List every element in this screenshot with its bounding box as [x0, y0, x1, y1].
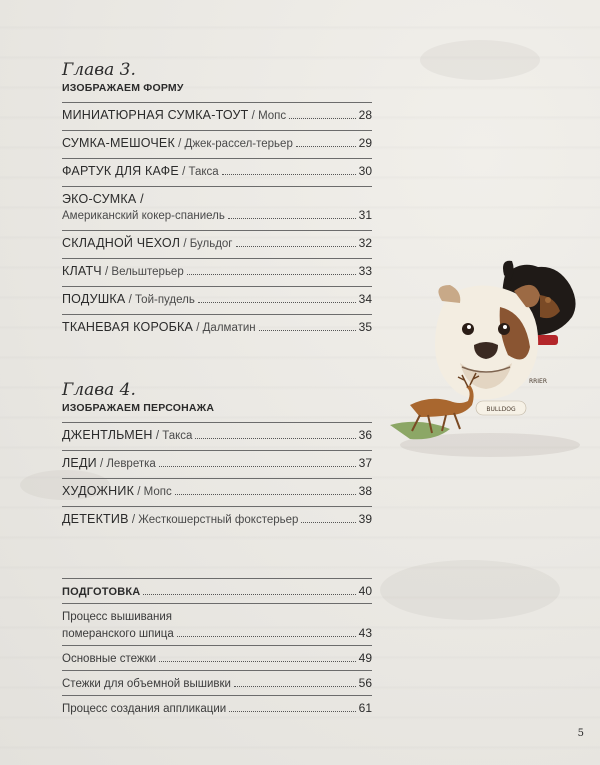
leader-dots [228, 217, 356, 219]
toc-entry[interactable] [62, 511, 372, 528]
divider [62, 286, 372, 287]
leader-dots [229, 710, 355, 712]
divider [62, 603, 372, 604]
divider [62, 695, 372, 696]
divider [62, 450, 372, 451]
collar-label: BULLDOG [486, 406, 516, 413]
page-number: 35 [358, 320, 372, 334]
entry-breed: / Такса [178, 166, 219, 178]
chapter-3-heading [62, 60, 372, 103]
entry-title: ХУДОЖНИК [62, 484, 135, 498]
entry-breed: / Джек-рассел-терьер [174, 138, 293, 150]
entry-breed: / Жесткошерстный фокстерьер [128, 514, 299, 526]
divider [62, 506, 372, 507]
chapter-title: Глава 4. [62, 380, 136, 400]
page-number: 37 [358, 456, 372, 470]
entry-breed: / Той-пудель [125, 294, 195, 306]
page-number: 34 [358, 292, 372, 306]
entry-title: померанского шпица [62, 628, 174, 640]
entry-title: Процесс вышивания [62, 611, 173, 623]
leader-dots [143, 593, 355, 595]
page-number: 40 [358, 584, 372, 598]
page-number: 56 [358, 676, 372, 690]
texture [420, 40, 540, 80]
divider [62, 230, 372, 231]
divider [62, 130, 372, 131]
entry-title: Основные стежки [62, 653, 157, 665]
page-number: 36 [358, 428, 372, 442]
entry-title: КЛАТЧ [62, 264, 102, 278]
collar-label-2: RRIER [528, 378, 548, 385]
divider [62, 645, 372, 646]
toc-entry[interactable] [62, 675, 372, 692]
leader-dots [159, 465, 356, 467]
entry-title: ДЕТЕКТИВ [62, 512, 129, 526]
chapter-4-heading [62, 380, 372, 423]
toc-entry[interactable] [62, 163, 372, 180]
deer-figure [390, 373, 479, 439]
page-number: 39 [358, 512, 372, 526]
entry-title: СКЛАДНОЙ ЧЕХОЛ [62, 236, 181, 250]
toc-entry[interactable] [62, 700, 372, 717]
entry-breed: / Мопс [134, 486, 172, 498]
entry-breed: / Такса [152, 430, 193, 442]
toc-entry[interactable] [62, 427, 372, 444]
divider [62, 670, 372, 671]
page-number: 33 [358, 264, 372, 278]
divider [62, 478, 372, 479]
toc-entry[interactable] [62, 235, 372, 252]
entry-title: СУМКА-МЕШОЧЕК [62, 136, 175, 150]
texture [380, 560, 560, 620]
page-number: 61 [358, 701, 372, 715]
bulldog-illustration [380, 255, 600, 470]
entry-breed: / Левретка [96, 458, 156, 470]
divider [62, 578, 372, 579]
divider [62, 422, 372, 423]
leader-dots [259, 329, 356, 331]
leader-dots [177, 635, 356, 637]
entry-title: ДЖЕНТЛЬМЕН [62, 428, 153, 442]
preparation-section [62, 583, 372, 717]
toc-entry[interactable] [62, 455, 372, 472]
leader-dots [234, 685, 356, 687]
entry-breed: Американский кокер-спаниель [62, 210, 225, 222]
leader-dots [175, 493, 356, 495]
page-number: 28 [358, 108, 372, 122]
divider [62, 102, 372, 103]
toc-entry[interactable] [62, 319, 372, 336]
entry-title: Стежки для объемной вышивки [62, 678, 231, 690]
chapter-title: Глава 3. [62, 60, 136, 80]
section-title: ПОДГОТОВКА [62, 586, 141, 598]
page-number: 31 [358, 208, 372, 222]
entry-breed: / Мопс [248, 110, 287, 122]
entry-title: ЛЕДИ [62, 456, 97, 470]
chapter-subtitle: ИЗОБРАЖАЕМ ПЕРСОНАЖА [62, 402, 215, 414]
leader-dots [187, 273, 356, 275]
page-number: 43 [358, 626, 372, 640]
entry-title: Процесс создания аппликации [62, 703, 227, 715]
toc-entry[interactable] [62, 291, 372, 308]
divider [62, 314, 372, 315]
entry-title: ТКАНЕВАЯ КОРОБКА [62, 320, 194, 334]
page-number: 49 [358, 651, 372, 665]
leader-dots [289, 117, 355, 119]
toc-entry[interactable] [62, 608, 372, 642]
leader-dots [222, 173, 356, 175]
entry-title: МИНИАТЮРНАЯ СУМКА-ТОУТ [62, 108, 249, 122]
entry-breed: / Далматин [193, 322, 256, 334]
divider [62, 258, 372, 259]
entry-title: ЭКО-СУМКА / [62, 192, 144, 206]
leader-dots [296, 145, 356, 147]
toc-entry[interactable] [62, 135, 372, 152]
entry-breed: / Бульдог [180, 238, 233, 250]
toc-entry[interactable] [62, 191, 372, 224]
page-number: 32 [358, 236, 372, 250]
toc-entry[interactable] [62, 650, 372, 667]
leader-dots [236, 245, 356, 247]
toc-entry[interactable] [62, 107, 372, 124]
chapter-subtitle: ИЗОБРАЖАЕМ ФОРМУ [62, 82, 184, 94]
page-number: 30 [358, 164, 372, 178]
entry-breed: / Вельштерьер [101, 266, 184, 278]
leader-dots [195, 437, 355, 439]
toc-entry[interactable] [62, 263, 372, 280]
toc-entry[interactable] [62, 483, 372, 500]
page-number: 29 [358, 136, 372, 150]
divider [62, 158, 372, 159]
table-of-contents [62, 60, 372, 720]
leader-dots [198, 301, 356, 303]
entry-title: ФАРТУК ДЛЯ КАФЕ [62, 164, 179, 178]
toc-entry[interactable] [62, 583, 372, 600]
page-number-footer: 5 [577, 728, 584, 739]
divider [62, 186, 372, 187]
leader-dots [301, 521, 355, 523]
leader-dots [159, 660, 356, 662]
page-number: 38 [358, 484, 372, 498]
entry-title: ПОДУШКА [62, 292, 126, 306]
bulldog-figure [435, 285, 547, 415]
